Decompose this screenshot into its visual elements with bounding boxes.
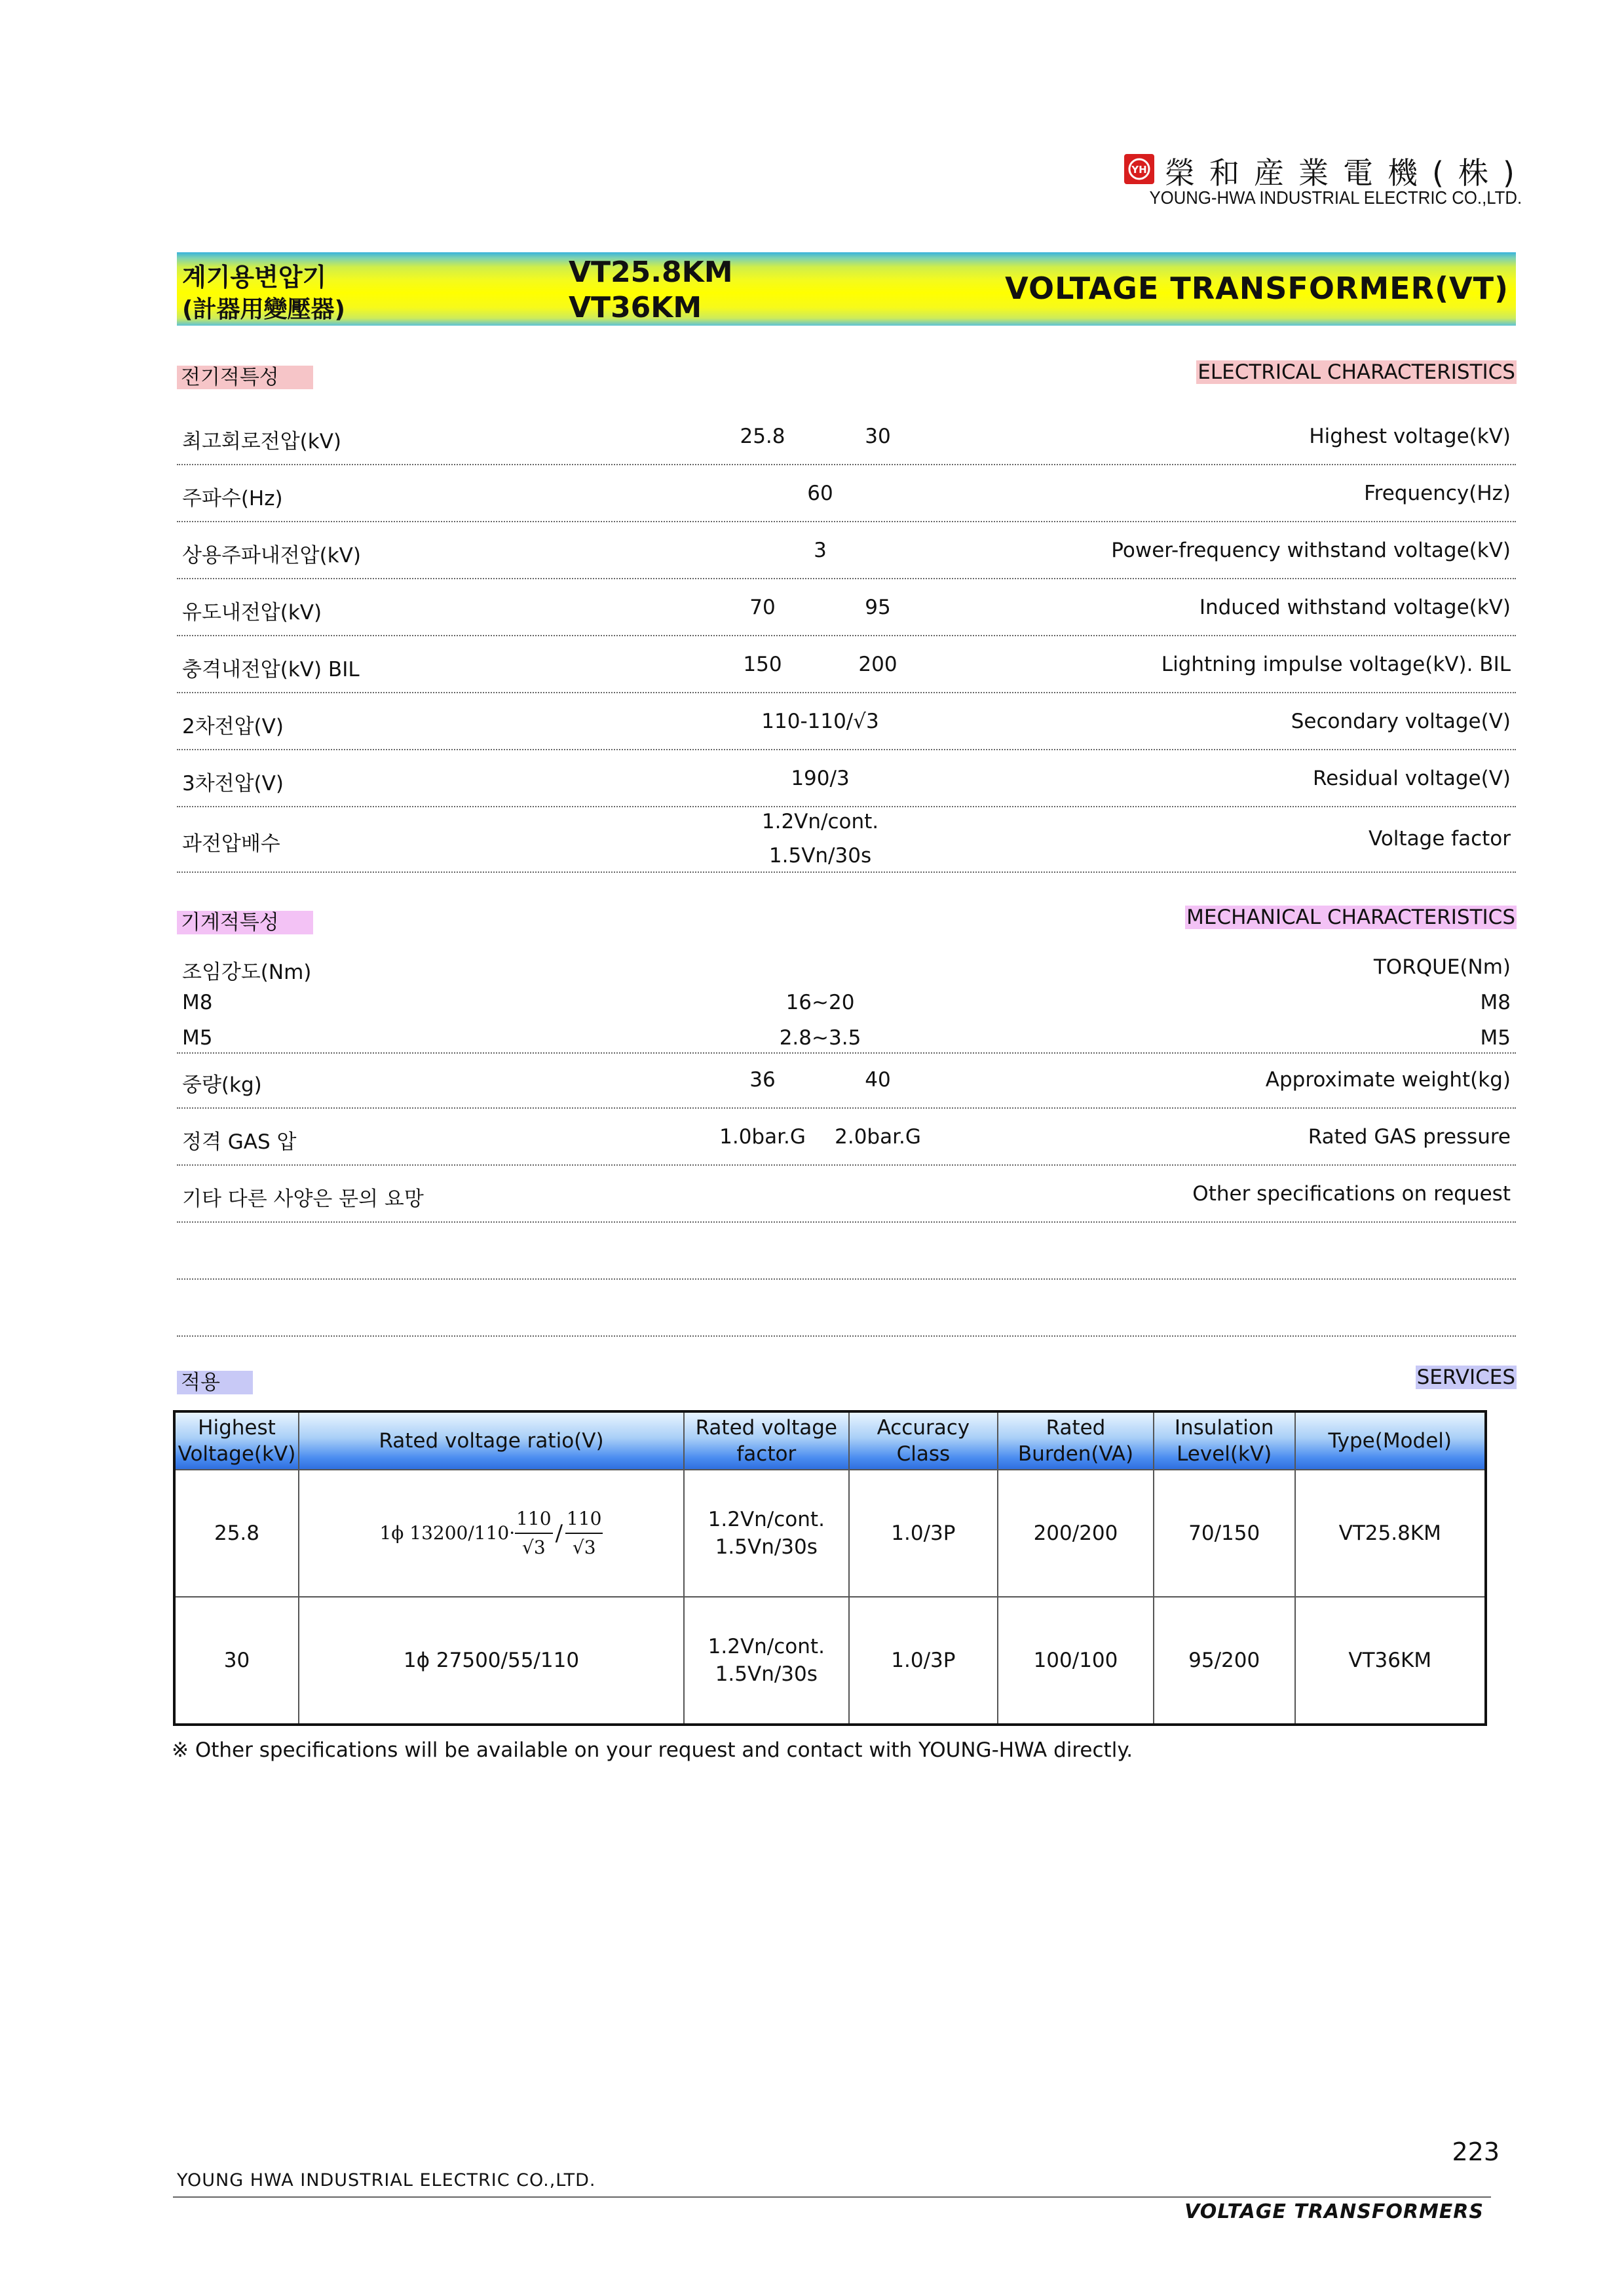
spec-row-residual-voltage bbox=[177, 767, 1516, 793]
row-divider bbox=[177, 521, 1516, 522]
spec-value: 190/3 bbox=[791, 767, 850, 790]
company-name-cjk: 榮和産業電機(株) bbox=[1165, 155, 1529, 191]
cell-accuracy-class: 1.0/3P bbox=[849, 1597, 998, 1725]
spec-label-en: Highest voltage(kV) bbox=[1309, 425, 1511, 448]
spec-value: 2.8~3.5 bbox=[779, 1026, 861, 1050]
spec-label-en: Approximate weight(kg) bbox=[1265, 1068, 1511, 1092]
cell-insulation-level: 70/150 bbox=[1154, 1470, 1295, 1597]
spec-row-highest-voltage bbox=[177, 425, 1516, 451]
fraction: $\frac{110}{√3}$ bbox=[565, 1505, 603, 1561]
spec-label-en: Residual voltage(V) bbox=[1313, 767, 1511, 790]
spec-value: 16~20 bbox=[785, 991, 855, 1014]
spec-label-en: M8 bbox=[1480, 991, 1511, 1014]
spec-label-en: M5 bbox=[1480, 1026, 1511, 1050]
spec-row-power-frequency bbox=[177, 539, 1516, 565]
spec-label-en: Voltage factor bbox=[1369, 827, 1511, 851]
spec-value: 1.5Vn/30s bbox=[768, 844, 872, 868]
spec-label-en: Secondary voltage(V) bbox=[1291, 710, 1511, 733]
spec-label-ko: 상용주파내전압(kV) bbox=[182, 544, 361, 567]
spec-label-ko: 기타 다른 사양은 문의 요망 bbox=[182, 1187, 424, 1211]
spec-row-gas-pressure bbox=[177, 1125, 1516, 1154]
spec-label-en: Rated GAS pressure bbox=[1308, 1125, 1511, 1149]
cell-type-model: VT36KM bbox=[1295, 1597, 1486, 1725]
footnote: ※ Other specifications will be available on your request and contact with YOUNG-HWA directly. bbox=[172, 1738, 1133, 1762]
mechanical-section-label-en: MECHANICAL CHARACTERISTICS bbox=[1186, 906, 1515, 929]
cell-highest-voltage: 25.8 bbox=[174, 1470, 299, 1597]
row-divider bbox=[177, 749, 1516, 750]
table-row bbox=[174, 1470, 1486, 1597]
footer-divider bbox=[173, 2196, 1491, 2198]
spec-value: 110-110/√3 bbox=[761, 710, 879, 733]
spec-label-ko: 중량(kg) bbox=[182, 1073, 262, 1097]
spec-label-en: Induced withstand voltage(kV) bbox=[1199, 596, 1511, 619]
spec-row-weight bbox=[177, 1068, 1516, 1097]
row-divider bbox=[177, 578, 1516, 579]
row-divider bbox=[177, 1107, 1516, 1109]
spec-row-secondary-voltage bbox=[177, 710, 1516, 736]
spec-label-en: Lightning impulse voltage(kV). BIL bbox=[1161, 653, 1511, 676]
electrical-section-label-en: ELECTRICAL CHARACTERISTICS bbox=[1198, 360, 1515, 384]
row-divider bbox=[177, 1278, 1516, 1280]
spec-row-induced-withstand bbox=[177, 596, 1516, 622]
mechanical-section-label-ko: 기계적특성 bbox=[177, 906, 313, 935]
spec-value: 1.0bar.G bbox=[719, 1125, 806, 1149]
spec-label-en: TORQUE(Nm) bbox=[1373, 955, 1511, 979]
row-divider bbox=[177, 1164, 1516, 1166]
company-logo bbox=[1124, 154, 1154, 184]
spec-row-voltage-factor bbox=[177, 810, 1516, 873]
row-divider bbox=[177, 1335, 1516, 1337]
spec-row-frequency bbox=[177, 482, 1516, 508]
spec-label-ko: 유도내전압(kV) bbox=[182, 601, 322, 624]
model-name-2: VT36KM bbox=[569, 291, 702, 324]
spec-value: 95 bbox=[865, 596, 891, 619]
logo-mark-icon bbox=[1126, 156, 1152, 182]
page-number: 223 bbox=[1452, 2137, 1500, 2166]
spec-label-ko: M8 bbox=[182, 991, 213, 1014]
model-name-1: VT25.8KM bbox=[569, 256, 733, 289]
cell-accuracy-class: 1.0/3P bbox=[849, 1470, 998, 1597]
spec-value: 1.2Vn/cont. bbox=[761, 810, 879, 833]
services-table bbox=[173, 1410, 1487, 1726]
svg-text:YH: YH bbox=[1131, 164, 1147, 176]
title-hanja: (計器用變壓器) bbox=[182, 296, 345, 323]
cell-rated-voltage-factor: 1.2Vn/cont. 1.5Vn/30s bbox=[684, 1470, 849, 1597]
spec-label-en: Power-frequency withstand voltage(kV) bbox=[1111, 539, 1511, 562]
header-type-model: Type(Model) bbox=[1295, 1411, 1486, 1470]
spec-label-ko: 주파수(Hz) bbox=[182, 487, 283, 510]
row-divider bbox=[177, 1052, 1516, 1054]
electrical-section-label-ko: 전기적특성 bbox=[177, 360, 313, 390]
spec-value: 70 bbox=[749, 596, 776, 619]
spec-row-lightning-impulse bbox=[177, 653, 1516, 679]
cell-type-model: VT25.8KM bbox=[1295, 1470, 1486, 1597]
header-highest-voltage: Highest Voltage(kV) bbox=[174, 1411, 299, 1470]
spec-value: 200 bbox=[858, 653, 897, 676]
cell-highest-voltage: 30 bbox=[174, 1597, 299, 1725]
row-divider bbox=[177, 806, 1516, 807]
fraction: $\frac{110}{√3}$ bbox=[515, 1505, 552, 1561]
services-section-label-en: SERVICES bbox=[1416, 1366, 1515, 1389]
header-rated-voltage-factor: Rated voltage factor bbox=[684, 1411, 849, 1470]
spec-label-ko: 2차전압(V) bbox=[182, 715, 284, 738]
header-insulation-level: Insulation Level(kV) bbox=[1154, 1411, 1295, 1470]
spec-label-ko: M5 bbox=[182, 1026, 213, 1050]
spec-value: 60 bbox=[807, 482, 833, 505]
row-divider bbox=[177, 635, 1516, 636]
services-section-label-ko: 적용 bbox=[177, 1366, 253, 1395]
header-rated-voltage-ratio: Rated voltage ratio(V) bbox=[299, 1411, 684, 1470]
spec-value: 150 bbox=[743, 653, 782, 676]
table-header-row bbox=[174, 1411, 1486, 1470]
row-divider bbox=[177, 871, 1516, 873]
row-divider bbox=[177, 464, 1516, 465]
spec-value: 2.0bar.G bbox=[835, 1125, 921, 1149]
spec-row-torque-m8 bbox=[177, 991, 1516, 1017]
spec-row-torque-m5 bbox=[177, 1026, 1516, 1052]
row-divider bbox=[177, 692, 1516, 693]
spec-value: 25.8 bbox=[740, 425, 785, 448]
spec-value: 3 bbox=[814, 539, 827, 562]
spec-label-ko: 충격내전압(kV) BIL bbox=[182, 658, 360, 681]
header-rated-burden: Rated Burden(VA) bbox=[998, 1411, 1154, 1470]
spec-row-other bbox=[177, 1182, 1516, 1211]
spec-label-en: Other specifications on request bbox=[1192, 1182, 1511, 1206]
cell-rated-voltage-ratio: 1ϕ 13200/110· $\frac{110}{√3}$ / $\frac{110}{√3}$ bbox=[299, 1470, 684, 1597]
spec-label-ko: 과전압배수 bbox=[182, 832, 280, 856]
spec-row-torque bbox=[177, 955, 1516, 982]
spec-label-ko: 정격 GAS 압 bbox=[182, 1130, 297, 1154]
header-accuracy-class: Accuracy Class bbox=[849, 1411, 998, 1470]
footer-company-name: YOUNG HWA INDUSTRIAL ELECTRIC CO.,LTD. bbox=[177, 2170, 596, 2191]
table-row bbox=[174, 1597, 1486, 1725]
spec-value: 30 bbox=[865, 425, 891, 448]
spec-label-ko: 조임강도(Nm) bbox=[182, 961, 312, 984]
cell-insulation-level: 95/200 bbox=[1154, 1597, 1295, 1725]
spec-value: 40 bbox=[865, 1068, 891, 1092]
cell-rated-burden: 100/100 bbox=[998, 1597, 1154, 1725]
spec-label-ko: 최고회로전압(kV) bbox=[182, 430, 342, 453]
cell-rated-burden: 200/200 bbox=[998, 1470, 1154, 1597]
cell-rated-voltage-factor: 1.2Vn/cont. 1.5Vn/30s bbox=[684, 1597, 849, 1725]
spec-label-ko: 3차전압(V) bbox=[182, 772, 284, 795]
cell-rated-voltage-ratio: 1ϕ 27500/55/110 bbox=[299, 1597, 684, 1725]
row-divider bbox=[177, 1221, 1516, 1223]
title-korean: 계기용변압기 bbox=[182, 263, 327, 292]
spec-value: 36 bbox=[749, 1068, 776, 1092]
company-name-en: YOUNG-HWA INDUSTRIAL ELECTRIC CO.,LTD. bbox=[1149, 187, 1522, 208]
title-english: VOLTAGE TRANSFORMER(VT) bbox=[1005, 271, 1509, 306]
footer-category: VOLTAGE TRANSFORMERS bbox=[1184, 2200, 1484, 2223]
spec-label-en: Frequency(Hz) bbox=[1364, 482, 1511, 505]
